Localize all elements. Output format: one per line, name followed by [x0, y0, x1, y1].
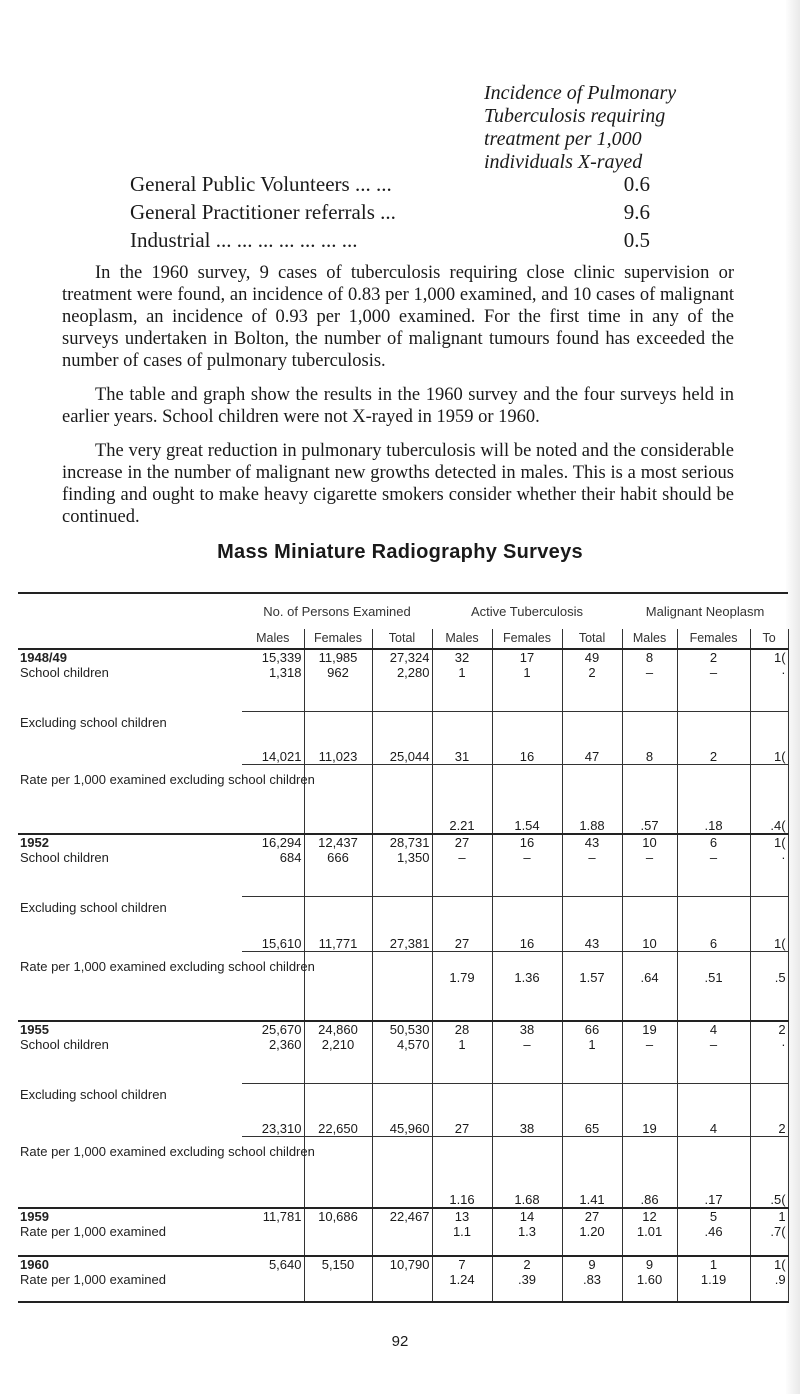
table-cell: 49 2 [562, 649, 622, 711]
row-label [18, 1256, 242, 1302]
table-cell: .4( [750, 764, 788, 834]
table-cell: 19 – [622, 1021, 677, 1083]
table-cell: 4 [677, 1083, 750, 1136]
radiography-table [18, 592, 789, 1303]
paragraph: The table and graph show the results in the 1960 survey and the four surveys held in earlier years. School children were not X-rayed in 1959 or 1960. [62, 385, 734, 427]
column-header: To [750, 629, 788, 649]
group-header: Active Tuberculosis [432, 593, 622, 629]
table-cell: 14 1.3 [492, 1208, 562, 1256]
table-row [18, 1136, 788, 1208]
table-cell: 45,960 [372, 1083, 432, 1136]
table-cell: 1.68 [492, 1136, 562, 1208]
row-label-text: Rate per 1,000 examined [20, 1224, 166, 1239]
table-cell: 16 [492, 896, 562, 951]
group-header: Malignant Neoplasm [622, 593, 788, 629]
column-header: Total [372, 629, 432, 649]
year-label: 1948/49 [20, 650, 67, 665]
table-row [18, 896, 788, 951]
table-row [18, 951, 788, 1021]
table-cell: 2 · [750, 1021, 788, 1083]
table-cell: 10,790 [372, 1256, 432, 1302]
row-label: Excluding school children [20, 1087, 167, 1102]
row-label: Rate per 1,000 examined excluding school children [18, 1136, 242, 1208]
table-cell [372, 951, 432, 1021]
table-cell: .5( [750, 1136, 788, 1208]
incidence-rates-list [130, 170, 650, 254]
rate-value: 0.6 [623, 172, 650, 196]
table-cell: 11,023 [304, 711, 372, 764]
table-cell: 47 [562, 711, 622, 764]
table-cell: 2 – [677, 649, 750, 711]
table-cell: 1( · [750, 649, 788, 711]
table-cell [372, 764, 432, 834]
table-cell: 27,324 2,280 [372, 649, 432, 711]
row-label-text: School children [20, 665, 109, 680]
table-cell: 43 [562, 896, 622, 951]
row-label-text: Rate per 1,000 examined [20, 1272, 166, 1287]
table-cell: 1.54 [492, 764, 562, 834]
table-cell: .51 [677, 951, 750, 1021]
row-label-text: School children [20, 1037, 109, 1052]
table-cell: 38 [492, 1083, 562, 1136]
column-header: Females [492, 629, 562, 649]
table-cell: 1( [750, 896, 788, 951]
table-cell: 28,731 1,350 [372, 834, 432, 896]
table-cell: 22,467 [372, 1208, 432, 1256]
table-cell: 6 – [677, 834, 750, 896]
table-cell: 1 1.19 [677, 1256, 750, 1302]
table-cell: 13 1.1 [432, 1208, 492, 1256]
table-cell: 25,670 2,360 [242, 1021, 304, 1083]
column-header: Males [622, 629, 677, 649]
row-label [18, 1021, 242, 1083]
row-label: Excluding school children [20, 715, 167, 730]
table-cell: 1.79 [432, 951, 492, 1021]
rate-dots: ... ... [354, 172, 392, 196]
table-cell: 10,686 [304, 1208, 372, 1256]
table-cell: 27 [432, 1083, 492, 1136]
page-number: 92 [391, 1333, 409, 1350]
table-cell: 11,781 [242, 1208, 304, 1256]
table-cell: 8 [622, 711, 677, 764]
rate-row [130, 226, 650, 254]
rate-label: Industrial [130, 228, 211, 252]
table-row [18, 834, 788, 896]
table-cell: 15,339 1,318 [242, 649, 304, 711]
table-cell: 1( .9 [750, 1256, 788, 1302]
table-cell: 66 1 [562, 1021, 622, 1083]
table-row [18, 1083, 788, 1136]
table-cell: 1( · [750, 834, 788, 896]
corner-cell [18, 629, 242, 649]
table-row [18, 1256, 788, 1302]
row-label [18, 834, 242, 896]
table-cell: 5,150 [304, 1256, 372, 1302]
header-line: treatment per 1,000 [484, 128, 642, 150]
rate-label: General Practitioner referrals [130, 200, 375, 224]
table-cell: 16,294 684 [242, 834, 304, 896]
table-cell: 38 – [492, 1021, 562, 1083]
table-cell: 22,650 [304, 1083, 372, 1136]
table-cell: 65 [562, 1083, 622, 1136]
table-cell: 25,044 [372, 711, 432, 764]
rate-value: 9.6 [623, 200, 650, 224]
row-label [18, 1208, 242, 1256]
column-header: Females [677, 629, 750, 649]
year-label: 1960 [20, 1257, 49, 1272]
rate-dots: ... [380, 200, 396, 224]
row-label: Excluding school children [20, 900, 167, 915]
incidence-header [484, 82, 724, 174]
row-label: Rate per 1,000 examined excluding school children [18, 951, 242, 1021]
table-cell: 24,860 2,210 [304, 1021, 372, 1083]
table-cell: 14,021 [242, 711, 304, 764]
table-cell: 43 – [562, 834, 622, 896]
column-header: Females [304, 629, 372, 649]
body-text [62, 262, 734, 540]
header-line: Tuberculosis requiring [484, 105, 666, 127]
header-line: Incidence of Pulmonary [484, 82, 677, 104]
table-cell: 10 [622, 896, 677, 951]
table-cell: 11,985 962 [304, 649, 372, 711]
table-cell: 27 1.20 [562, 1208, 622, 1256]
paragraph: In the 1960 survey, 9 cases of tuberculosis requiring close clinic supervision or treatment were found, an incidence of 0.83 per 1,000 examined, and 10 cases of malignant neoplasm, an incidence of 0.93 per 1,000 examined. For the first time in any of the surveys undertaken in Bolton, the number of malignant tumours found has exceeded the number of cases of pulmonary tuberculosis. [62, 263, 734, 371]
table-cell: 9 .83 [562, 1256, 622, 1302]
table-cell: 23,310 [242, 1083, 304, 1136]
column-header: Males [242, 629, 304, 649]
table-cell: 1.36 [492, 951, 562, 1021]
table-cell: .64 [622, 951, 677, 1021]
table-cell: .17 [677, 1136, 750, 1208]
table-cell: 5,640 [242, 1256, 304, 1302]
header-line: individuals X-rayed [484, 151, 643, 173]
table-cell: 32 1 [432, 649, 492, 711]
table-cell: 28 1 [432, 1021, 492, 1083]
table-cell: 1.41 [562, 1136, 622, 1208]
rate-label: General Public Volunteers [130, 172, 350, 196]
table-cell: 10 – [622, 834, 677, 896]
table-cell: 5 .46 [677, 1208, 750, 1256]
table-cell: 16 – [492, 834, 562, 896]
table-cell: 27 [432, 896, 492, 951]
table-cell: 4 – [677, 1021, 750, 1083]
table-cell: .5 [750, 951, 788, 1021]
table-row [18, 764, 788, 834]
row-label: Rate per 1,000 examined excluding school children [18, 764, 242, 834]
column-header: Males [432, 629, 492, 649]
row-label-text: School children [20, 850, 109, 865]
table-cell: 16 [492, 711, 562, 764]
corner-cell [18, 593, 242, 629]
table-cell: .86 [622, 1136, 677, 1208]
column-header: Total [562, 629, 622, 649]
year-label: 1952 [20, 835, 49, 850]
table-cell: 7 1.24 [432, 1256, 492, 1302]
table-cell: 1.57 [562, 951, 622, 1021]
table-cell: 12,437 666 [304, 834, 372, 896]
table-cell: 12 1.01 [622, 1208, 677, 1256]
rate-value: 0.5 [623, 228, 650, 252]
table-cell: 1( [750, 711, 788, 764]
table-title: Mass Miniature Radiography Surveys [217, 541, 583, 563]
table-cell: 2 [677, 711, 750, 764]
row-label [18, 649, 242, 711]
rate-dots: ... ... ... ... ... ... ... [215, 228, 358, 252]
table-cell: .18 [677, 764, 750, 834]
table-cell: 11,771 [304, 896, 372, 951]
rate-row [130, 198, 650, 226]
table-cell: 1.16 [432, 1136, 492, 1208]
table-row [18, 649, 788, 711]
table-row [18, 1208, 788, 1256]
year-label: 1959 [20, 1209, 49, 1224]
table-cell: 6 [677, 896, 750, 951]
table-cell: 9 1.60 [622, 1256, 677, 1302]
year-label: 1955 [20, 1022, 49, 1037]
table-row [18, 711, 788, 764]
table-cell: 1.88 [562, 764, 622, 834]
table-row [18, 1021, 788, 1083]
table-cell: 19 [622, 1083, 677, 1136]
table-cell [372, 1136, 432, 1208]
table-cell: 15,610 [242, 896, 304, 951]
group-header: No. of Persons Examined [242, 593, 432, 629]
table-cell: 1 .7( [750, 1208, 788, 1256]
table-cell: 17 1 [492, 649, 562, 711]
rate-row [130, 170, 650, 198]
table-cell: 8 – [622, 649, 677, 711]
paragraph: The very great reduction in pulmonary tuberculosis will be noted and the considerable increase in the number of malignant new growths detected in males. This is a most serious finding and ought to make heavy cigarette smokers consider whether their habit should be continued. [62, 441, 734, 527]
table-cell: 2 .39 [492, 1256, 562, 1302]
table-cell: 2.21 [432, 764, 492, 834]
table-cell: 31 [432, 711, 492, 764]
table-cell: 27,381 [372, 896, 432, 951]
table-cell: .57 [622, 764, 677, 834]
table-cell: 50,530 4,570 [372, 1021, 432, 1083]
table-cell: 2 [750, 1083, 788, 1136]
table-cell: 27 – [432, 834, 492, 896]
